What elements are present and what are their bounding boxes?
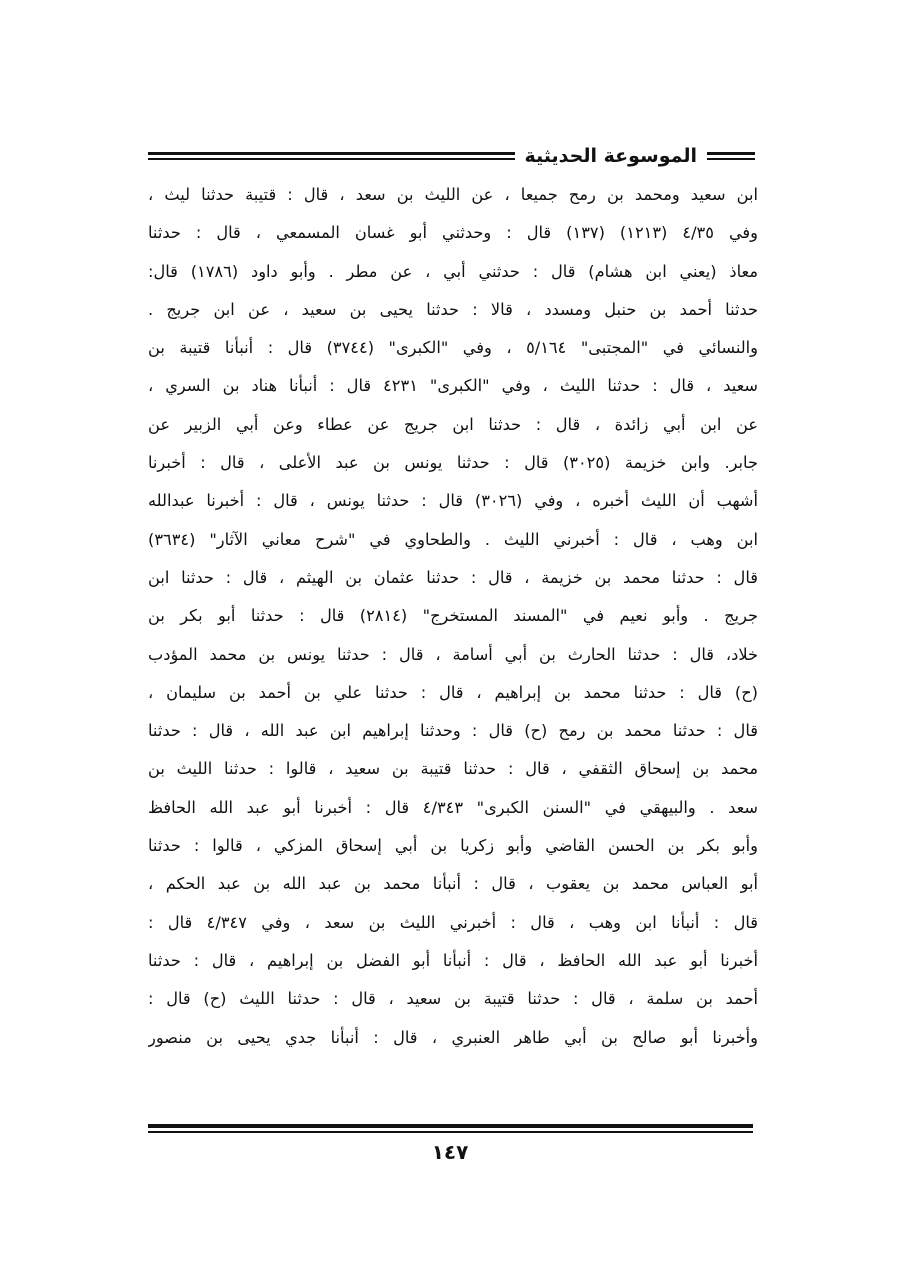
text-line: والنسائي في "المجتبى" ٥/١٦٤ ، وفي "الكبرى" (٣٧٤٤) قال : أنبأنا قتيبة بن: [148, 338, 758, 358]
text-line: أحمد بن سلمة ، قال : حدثنا قتيبة بن سعيد ، قال : حدثنا الليث (ح) قال :: [148, 989, 758, 1009]
running-header: [148, 140, 755, 172]
header-rule-long: [148, 152, 515, 160]
text-line: جابر. وابن خزيمة (٣٠٢٥) قال : حدثنا يونس بن عبد الأعلى ، قال : أخبرنا: [148, 453, 758, 473]
text-line: عن ابن أبي زائدة ، قال : حدثنا ابن جريج عن عطاء وعن أبي الزبير عن: [148, 414, 758, 434]
text-line: معاذ (يعني ابن هشام) قال : حدثني أبي ، عن مطر . وأبو داود (١٧٨٦) قال:: [148, 261, 758, 281]
page-number: ١٤٧: [431, 1140, 469, 1164]
running-header-title: الموسوعة الحديثية: [524, 145, 697, 167]
text-line: وأبو بكر بن الحسن القاضي وأبو زكريا بن أبي إسحاق المزكي ، قالوا : حدثنا: [148, 836, 758, 856]
text-line: قال : أنبأنا ابن وهب ، قال : أخبرني الليث بن سعد ، وفي ٤/٣٤٧ قال :: [148, 912, 758, 932]
text-line: وفي ٤/٣٥ (١٢١٣) (١٣٧) قال : وحدثني أبو غسان المسمعي ، قال : حدثنا: [148, 223, 758, 243]
text-line: (ح) قال : حدثنا محمد بن إبراهيم ، قال : حدثنا علي بن أحمد بن سليمان ،: [148, 682, 758, 702]
text-line: سعد . والبيهقي في "السنن الكبرى" ٤/٣٤٣ قال : أخبرنا أبو عبد الله الحافظ: [148, 797, 758, 817]
text-line: قال : حدثنا محمد بن رمح (ح) قال : وحدثنا إبراهيم ابن عبد الله ، قال : حدثنا: [148, 721, 758, 741]
text-line: محمد بن إسحاق الثقفي ، قال : حدثنا قتيبة بن سعيد ، قالوا : حدثنا الليث بن: [148, 759, 758, 779]
text-line: سعيد ، قال : حدثنا الليث ، وفي "الكبرى" ٤٢٣١ قال : أنبأنا هناد بن السري ،: [148, 376, 758, 396]
text-line: ابن وهب ، قال : أخبرني الليث . والطحاوي في "شرح معاني الآثار" (٣٦٣٤): [148, 529, 758, 549]
text-line: وأخبرنا أبو صالح بن أبي طاهر العنبري ، قال : أنبأنا جدي يحيى بن منصور: [148, 1027, 758, 1047]
body-text: [148, 176, 758, 1057]
text-line: قال : حدثنا محمد بن خزيمة ، قال : حدثنا عثمان بن الهيثم ، قال : حدثنا ابن: [148, 567, 758, 587]
footer-rule: [148, 1124, 753, 1133]
text-line: أبو العباس محمد بن يعقوب ، قال : أنبأنا محمد بن عبد الله بن عبد الحكم ،: [148, 874, 758, 894]
text-line: ابن سعيد ومحمد بن رمح جميعا ، عن الليث بن سعد ، قال : قتيبة حدثنا ليث ،: [148, 185, 758, 204]
header-rule-short: [707, 152, 755, 160]
text-line: جريج . وأبو نعيم في "المسند المستخرج" (٢٨١٤) قال : حدثنا أبو بكر بن: [148, 606, 758, 626]
text-line: خلاد، قال : حدثنا الحارث بن أبي أسامة ، قال : حدثنا يونس بن محمد المؤدب: [148, 644, 758, 664]
text-line: أشهب أن الليث أخبره ، وفي (٣٠٢٦) قال : حدثنا يونس ، قال : أخبرنا عبدالله: [148, 491, 758, 511]
text-line: حدثنا أحمد بن حنبل ومسدد ، قالا : حدثنا يحيى بن سعيد ، عن ابن جريج .: [148, 299, 758, 319]
text-line: أخبرنا أبو عبد الله الحافظ ، قال : أنبأنا أبو الفضل بن إبراهيم ، قال : حدثنا: [148, 950, 758, 970]
